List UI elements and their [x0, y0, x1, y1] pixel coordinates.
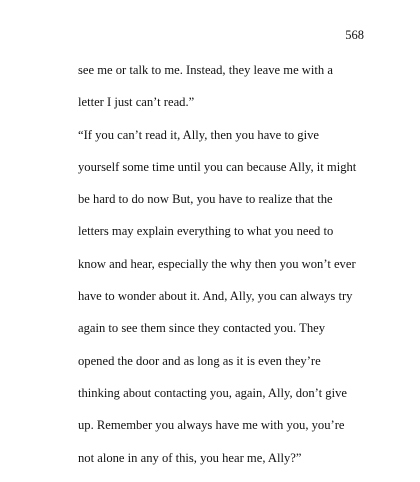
- text-line: “If you can’t read it, Ally, then you have to give: [78, 127, 319, 142]
- body-text: [78, 62, 378, 482]
- text-line: be hard to do now But, you have to realize that the: [78, 192, 333, 207]
- text-line: opened the door and as long as it is even they’re: [78, 353, 321, 368]
- text-line: again to see them since they contacted you. They: [78, 321, 326, 336]
- text-line: not alone in any of this, you hear me, Ally?”: [78, 450, 302, 465]
- text-line: see me or talk to me. Instead, they leave me with a: [78, 63, 333, 77]
- text-line: know and hear, especially the why then you won’t ever: [78, 256, 356, 271]
- text-line: have to wonder about it. And, Ally, you can always try: [78, 289, 353, 304]
- page-number: 568: [345, 28, 364, 42]
- text-line: up. Remember you always have me with you, you’re: [78, 418, 345, 433]
- text-line: yourself some time until you can because Ally, it might: [78, 159, 357, 174]
- text-line: letters may explain everything to what you need to: [78, 224, 334, 239]
- text-line: thinking about contacting you, again, Ally, don’t give: [78, 385, 347, 400]
- text-line: letter I just can’t read.”: [78, 95, 195, 110]
